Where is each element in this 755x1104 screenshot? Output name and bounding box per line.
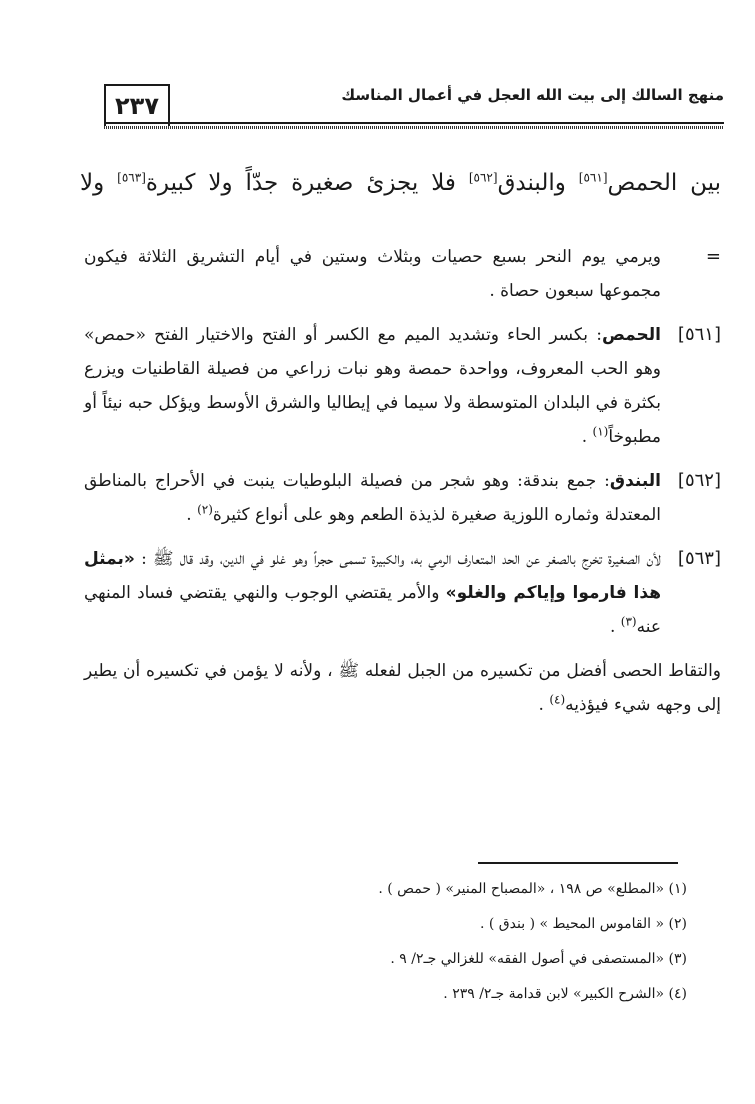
commentary-notes [84, 240, 721, 722]
note-definition: : بكسر الحاء وتشديد الميم مع الكسر أو الفتح والاختيار الفتح «حمص» وهو الحب المعروف، وواحدة حمصة وهو نبات زراعي من فصيلة القاطنيات ويزرع بكثرة في البلدان المتوسطة ولا سيما في إيطاليا والشرق الأوسط ويؤكل حبه نيئاً أو مطبوخاً [84, 325, 662, 447]
note-end: . [581, 427, 593, 447]
page-header [104, 84, 724, 130]
header-rule-dotted [104, 126, 724, 129]
main-text-line [80, 170, 721, 196]
footnote: (٣) «المستصفى في أصول الفقه» للغزالي جـ٢/ ٩ . [390, 951, 687, 967]
note-definition: : جمع بندقة: وهو شجر من فصيلة البلوطيات ينبت في الأحراج بالمناطق المعتدلة وثماره اللوزية صغيرة لذيذة الطعم وهو على أنواع كثيرة [84, 471, 661, 525]
note-number: [٥٦٣] [677, 548, 721, 569]
footnotes [378, 872, 687, 1012]
footnote: (١) «المطلع» ص ١٩٨ ، «المصباح المنير» ( حمص ) . [378, 881, 687, 897]
footnote-reference: (٢) [197, 502, 213, 517]
continuation-marker: = [705, 246, 721, 267]
note-end: . [609, 617, 621, 637]
note-definition: لأن الصغيرة تخرج بالصغر عن الحد المتعارف الرمي به، والكبيرة تسمى حجراً وهو غلو في الدين، وقد قال ﷺ : [134, 549, 661, 569]
note-number: [٥٦٢] [677, 470, 721, 491]
paragraph-text: والتقاط الحصى أفضل من تكسيره من الجبل لفعله ﷺ ، ولأنه لا يؤمن في تكسيره أن يطير إلى وجهه شيء فيؤذيه [84, 661, 721, 715]
main-text-segment: ولا [80, 170, 118, 196]
note-end: . [186, 505, 198, 525]
note-reference: [٥٦٣] [117, 170, 146, 185]
note-term: البندق [609, 471, 661, 491]
note-562 [84, 464, 721, 532]
closing-paragraph [84, 654, 721, 722]
running-title: منهج السالك إلى بيت الله العجل في أعمال المناسك [341, 86, 724, 104]
note-text [84, 464, 661, 532]
paragraph-end: . [538, 695, 550, 715]
note-continuation [84, 240, 721, 308]
note-reference: [٥٦٢] [468, 170, 498, 185]
page-number: ٢٣٧ [104, 84, 170, 126]
note-text [84, 318, 661, 454]
note-561 [84, 318, 721, 454]
footnote-reference: (٣) [620, 614, 637, 629]
main-text-segment: بين الحمص [607, 170, 722, 196]
note-text: ويرمي يوم النحر بسبع حصيات وبثلاث وستين في أيام التشريق الثلاثة فيكون مجموعها سبعون حصاة . [84, 247, 661, 301]
hadith-quote: «بمثل هذا فارموا وإياكم والغلو» [84, 549, 661, 603]
header-rule [104, 122, 724, 124]
note-number: [٥٦١] [677, 324, 721, 345]
footnote: (٢) « القاموس المحيط » ( بندق ) . [479, 916, 687, 932]
footnote-separator [478, 862, 678, 864]
footnote-reference: (٤) [549, 692, 566, 707]
note-definition: والأمر يقتضي الوجوب والنهي يقتضي فساد المنهي عنه [84, 583, 661, 637]
note-text [84, 542, 661, 644]
main-text-segment: فلا يجزئ صغيرة جدّاً ولا كبيرة [145, 170, 469, 196]
main-text-segment: والبندق [497, 170, 579, 196]
footnote: (٤) «الشرح الكبير» لابن قدامة جـ٢/ ٢٣٩ . [443, 986, 687, 1002]
note-reference: [٥٦١] [578, 170, 608, 185]
note-term: الحمص [601, 325, 661, 345]
note-563 [84, 542, 721, 644]
footnote-reference: (١) [592, 424, 609, 439]
